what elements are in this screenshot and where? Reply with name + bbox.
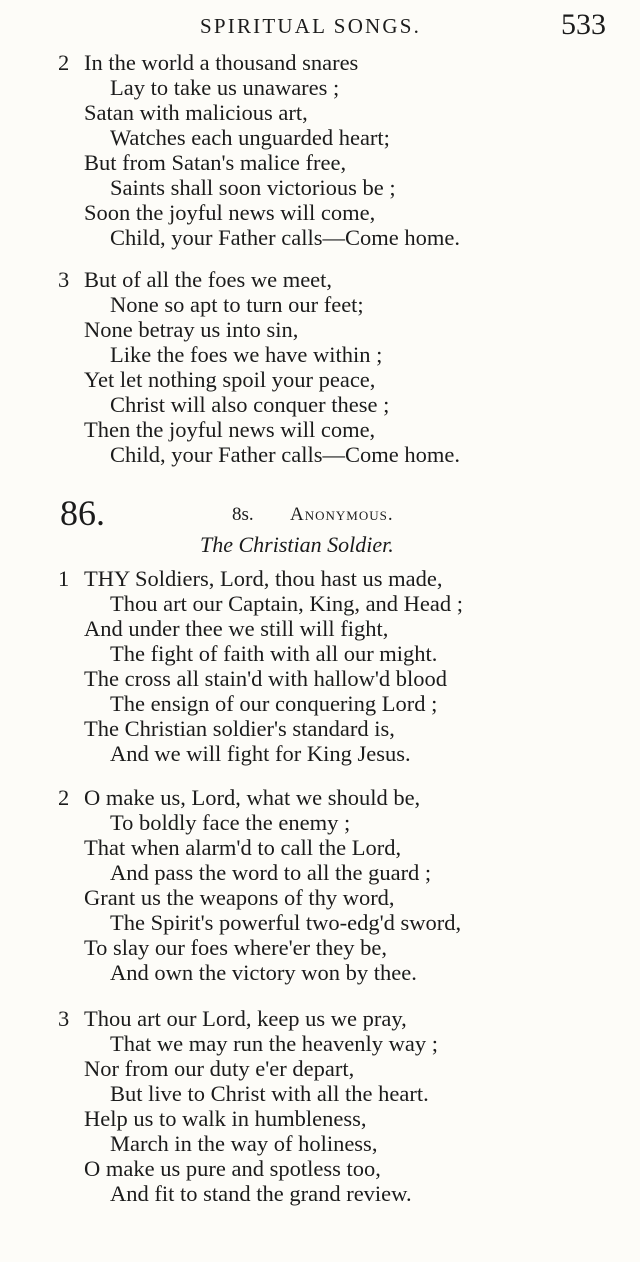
verse-line: The Spirit's powerful two-edg'd sword, [110,910,462,935]
verse-line: O make us, Lord, what we should be, [84,785,421,810]
verse-line: And own the victory won by thee. [110,960,417,985]
verse-line: In the world a thousand snares [84,50,359,75]
verse-line: Child, your Father calls—Come home. [110,225,460,250]
verse-line: March in the way of holiness, [110,1131,378,1156]
verse-line: The Christian soldier's standard is, [84,716,395,741]
verse-line: Grant us the weapons of thy word, [84,885,395,910]
verse-line: None betray us into sin, [84,317,299,342]
verse-line: The fight of faith with all our might. [110,641,438,666]
verse-line: And pass the word to all the guard ; [110,860,432,885]
verse-line: Then the joyful news will come, [84,417,376,442]
hymn-meter: 8s. [232,504,254,525]
verse-line: Christ will also conquer these ; [110,392,390,417]
verse-line: None so apt to turn our feet; [110,292,364,317]
verse-line: Soon the joyful news will come, [84,200,376,225]
hymn-title: The Christian Soldier. [200,532,394,557]
verse-line: But live to Christ with all the heart. [110,1081,429,1106]
hymn-heading [0,492,640,562]
verse-line: Thou art our Captain, King, and Head ; [110,591,464,616]
stanza-number: 2 [58,50,70,75]
verse-line: Watches each unguarded heart; [110,125,390,150]
verse-line: O make us pure and spotless too, [84,1156,381,1181]
verse-line: Satan with malicious art, [84,100,308,125]
verse-line: And under thee we still will fight, [84,616,389,641]
stanza-number: 2 [58,785,70,810]
stanza-number: 1 [58,566,70,591]
hymn-author: Anonymous. [290,504,394,525]
hymn-number: 86. [60,493,105,533]
verse-line: But from Satan's malice free, [84,150,347,175]
verse-line: To boldly face the enemy ; [110,810,351,835]
verse-line: Saints shall soon victorious be ; [110,175,396,200]
verse-line: Child, your Father calls—Come home. [110,442,460,467]
verse-line: That when alarm'd to call the Lord, [84,835,402,860]
verse-line: Yet let nothing spoil your peace, [84,367,376,392]
verse-line: And fit to stand the grand review. [110,1181,412,1206]
verse-line: The cross all stain'd with hallow'd blood [84,666,448,691]
verse-line: Nor from our duty e'er depart, [84,1056,355,1081]
stanza-number: 3 [58,1006,70,1031]
verse-line: Lay to take us unawares ; [110,75,340,100]
verse-line: That we may run the heavenly way ; [110,1031,439,1056]
running-title: SPIRITUAL SONGS. [200,14,422,38]
verse-line: The ensign of our conquering Lord ; [110,691,438,716]
verse-line: Like the foes we have within ; [110,342,383,367]
verse-line: Thou art our Lord, keep us we pray, [84,1006,407,1031]
verse-line: And we will fight for King Jesus. [110,741,411,766]
stanza-number: 3 [58,267,70,292]
verse-line: But of all the foes we meet, [84,267,333,292]
verse-line: THY Soldiers, Lord, thou hast us made, [84,566,443,591]
verse-line: Help us to walk in humbleness, [84,1106,367,1131]
page-header [0,8,640,44]
page-number: 533 [561,8,606,41]
verse-line: To slay our foes where'er they be, [84,935,387,960]
